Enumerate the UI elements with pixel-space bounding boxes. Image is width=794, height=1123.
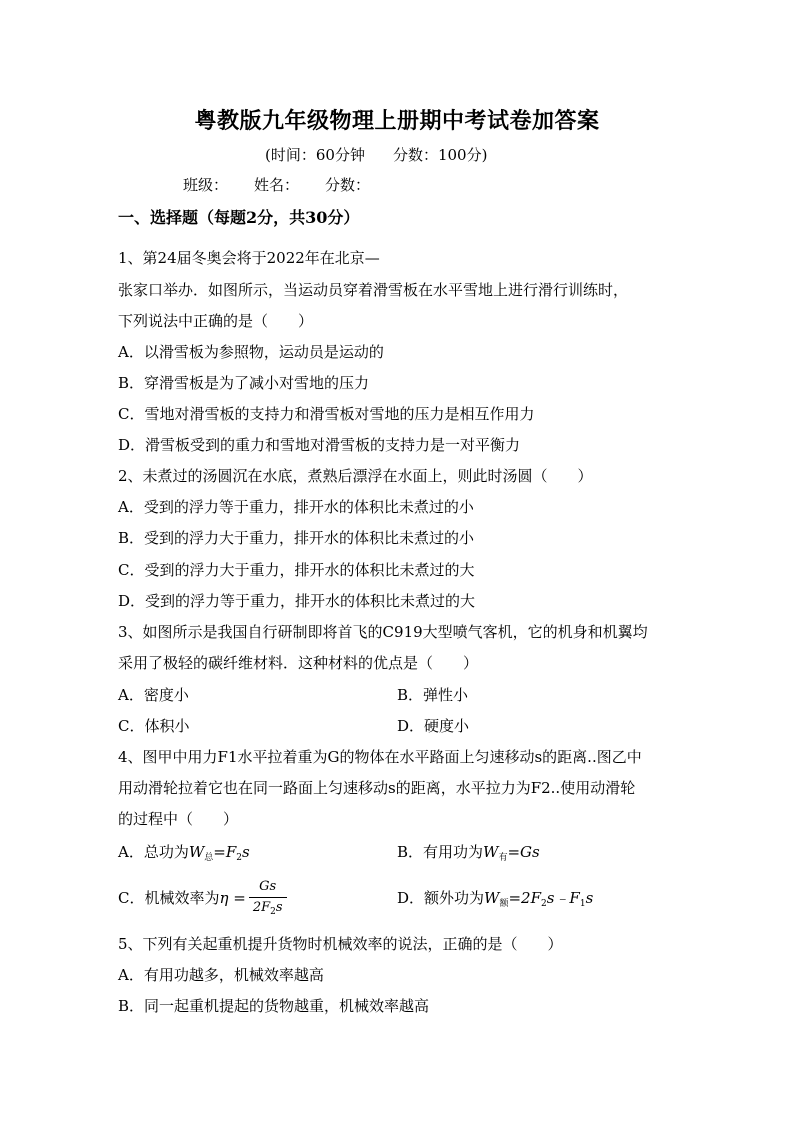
question-3-text: 采用了极轻的碳纤维材料．这种材料的优点是（ ） — [118, 654, 479, 672]
formula-subscript: 2 — [541, 899, 547, 909]
question-1-option-d: D．滑雪板受到的重力和雪地对滑雪板的支持力是一对平衡力 — [118, 436, 521, 454]
question-4-text: 4、图甲中用力F1水平拉着重为G的物体在水平路面上匀速移动s的距离..图乙中 — [118, 748, 642, 766]
question-2-option-a: A．受到的浮力等于重力，排开水的体积比未煮过的小 — [118, 498, 474, 516]
formula-part: s — [275, 899, 283, 915]
fraction-denominator — [249, 897, 287, 921]
question-5-option-a: A．有用功越多，机械效率越高 — [118, 966, 324, 984]
question-5-text: 5、下列有关起重机提升货物时机械效率的说法，正确的是（ ） — [118, 935, 563, 953]
option-d-label: D．额外功为 — [397, 889, 485, 907]
question-3-option-d: D．硬度小 — [397, 717, 470, 735]
efficiency-fraction — [249, 878, 287, 921]
formula-subscript: 有 — [498, 853, 508, 863]
question-4-option-a — [118, 842, 250, 868]
formula-w: W — [484, 889, 500, 907]
fraction-numerator: Gs — [259, 878, 277, 894]
class-label: 班级： — [183, 176, 229, 194]
formula-subscript: 1 — [579, 899, 586, 909]
formula-part: 2F — [252, 899, 271, 915]
formula-subscript: 总 — [204, 853, 214, 863]
question-3-option-b: B．弹性小 — [397, 686, 469, 704]
page-title: 粤教版九年级物理上册期中考试卷加答案 — [194, 108, 600, 134]
formula-eta: η = — [219, 889, 246, 907]
score-label: 分数： — [325, 176, 371, 194]
question-3-option-a: A．密度小 — [118, 686, 189, 704]
formula-subscript: 额 — [499, 899, 509, 909]
option-c-label: C．机械效率为 — [118, 889, 220, 907]
formula-part: s — [242, 843, 250, 861]
student-info-line — [183, 175, 396, 195]
section-heading: 一、选择题（每题2分，共30分） — [118, 208, 360, 227]
question-4-text: 用动滑轮拉着它也在同一路面上匀速移动s的距离，水平拉力为F2..使用动滑轮 — [118, 779, 636, 797]
question-5-option-b: B．同一起重机提起的货物越重，机械效率越高 — [118, 997, 430, 1015]
question-1-text: 张家口举办．如图所示，当运动员穿着滑雪板在水平雪地上进行滑行训练时， — [118, 281, 629, 299]
question-4-option-d — [397, 888, 593, 914]
question-4-option-c — [118, 876, 287, 921]
exam-total-score: 分数：100分) — [392, 146, 488, 164]
question-2-option-c: C．受到的浮力大于重力，排开水的体积比未煮过的大 — [118, 561, 475, 579]
name-label: 姓名： — [254, 176, 300, 194]
option-b-label: B．有用功为 — [397, 843, 484, 861]
question-4-option-b — [397, 842, 540, 868]
formula-subscript: 2 — [270, 906, 276, 917]
formula-part: =Gs — [507, 843, 540, 861]
formula-subscript: 2 — [236, 853, 242, 863]
question-3-option-c: C．体积小 — [118, 717, 190, 735]
question-1-option-b: B．穿滑雪板是为了减小对雪地的压力 — [118, 374, 370, 392]
question-3-text: 3、如图所示是我国自行研制即将首飞的C919大型喷气客机，它的机身和机翼均 — [118, 623, 648, 641]
question-1-text: 下列说法中正确的是（ ） — [118, 312, 314, 330]
exam-time-and-score — [265, 145, 515, 165]
question-1-option-a: A．以滑雪板为参照物，运动员是运动的 — [118, 343, 384, 361]
formula-part: s﹣F — [546, 889, 580, 907]
question-2-option-b: B．受到的浮力大于重力，排开水的体积比未煮过的小 — [118, 529, 475, 547]
formula-w: W — [188, 843, 205, 861]
formula-part: =2F — [508, 889, 541, 907]
question-2-text: 2、未煮过的汤圆沉在水底，煮熟后漂浮在水面上，则此时汤圆（ ） — [118, 467, 593, 485]
formula-part: s — [585, 889, 594, 907]
formula-w: W — [483, 843, 499, 861]
formula-part: =F — [213, 843, 237, 861]
option-a-label: A．总功为 — [118, 843, 189, 861]
question-1-option-c: C．雪地对滑雪板的支持力和滑雪板对雪地的压力是相互作用力 — [118, 405, 535, 423]
question-1-text: 1、第24届冬奥会将于2022年在北京— — [118, 249, 380, 267]
question-2-option-d: D．受到的浮力等于重力，排开水的体积比未煮过的大 — [118, 592, 476, 610]
question-4-text: 的过程中（ ） — [118, 810, 239, 828]
exam-time: (时间：60分钟 — [265, 146, 365, 164]
